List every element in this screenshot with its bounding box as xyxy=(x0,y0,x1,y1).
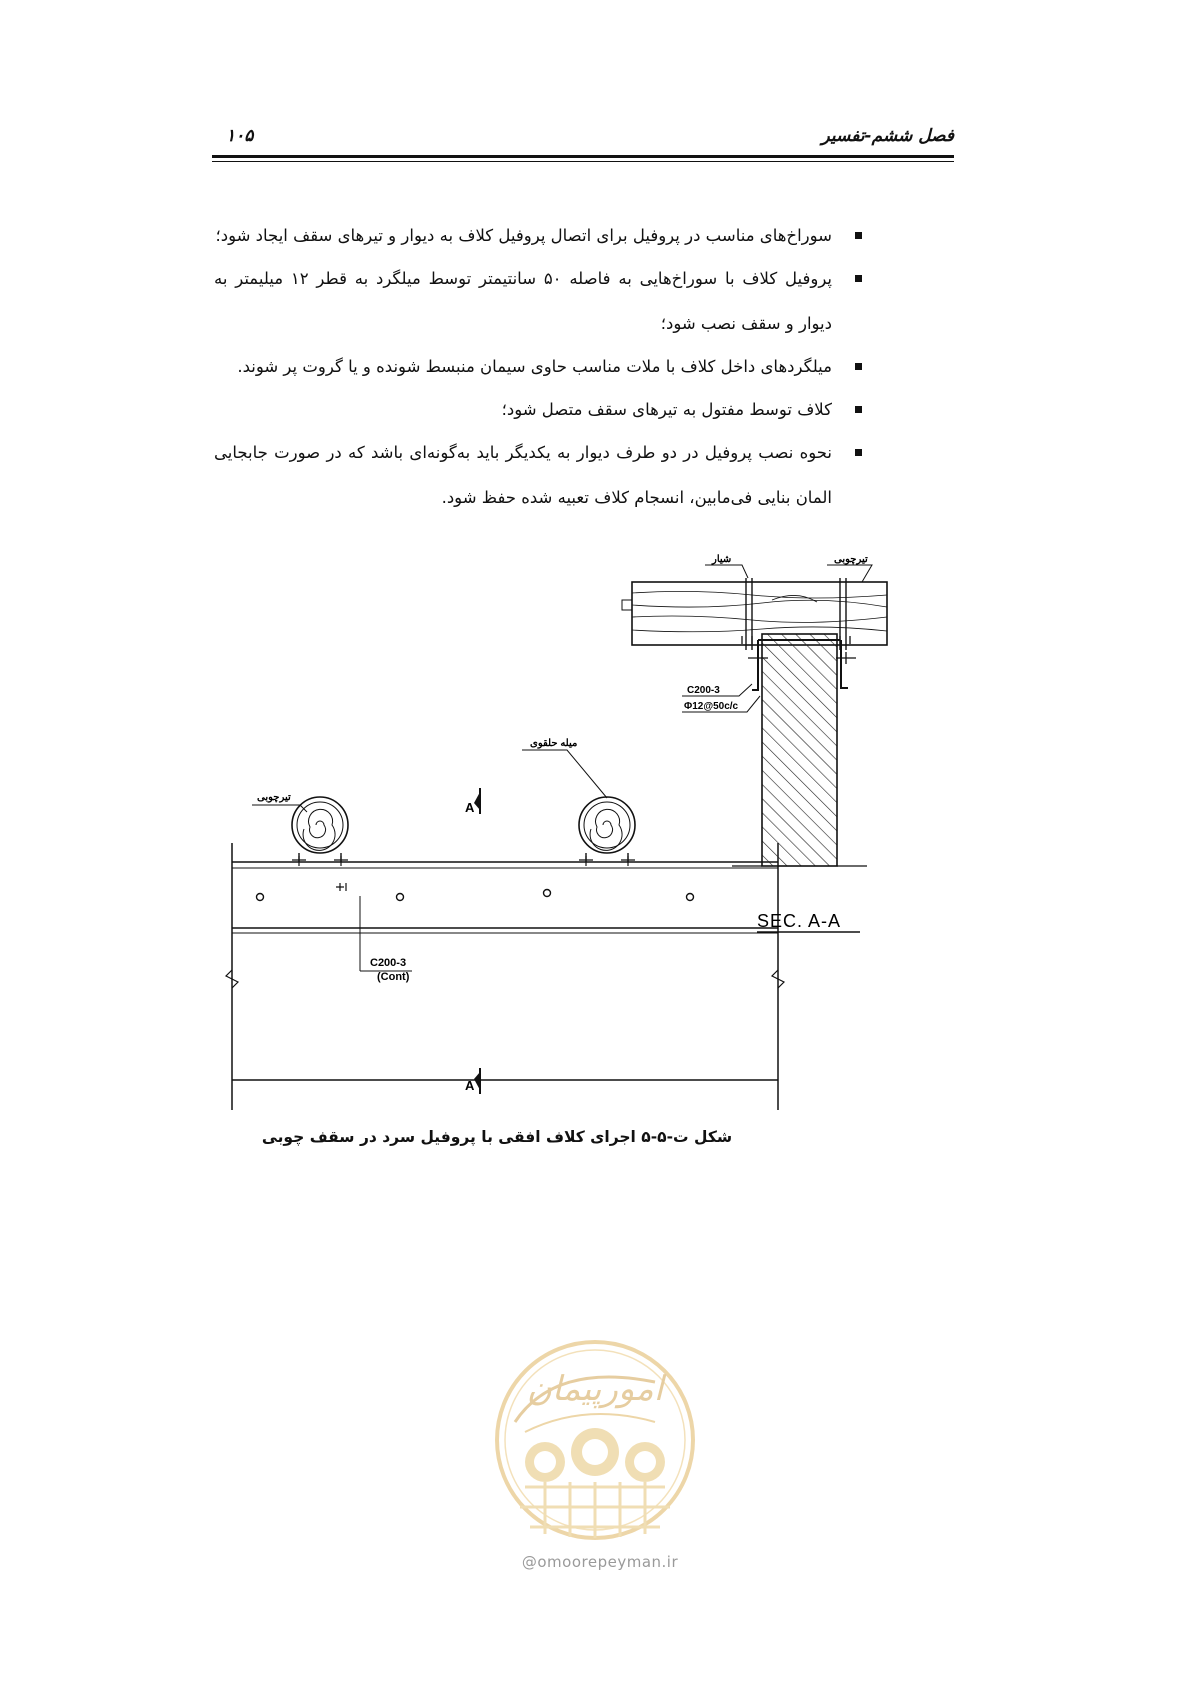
watermark-seal-icon xyxy=(485,1322,705,1562)
wood-log-left xyxy=(292,797,348,862)
page-number: ۱۰۵ xyxy=(226,126,254,146)
header-rule-thin xyxy=(212,161,954,162)
label-wood-beam-left: تیرچوبی xyxy=(257,792,291,803)
drawing-svg xyxy=(212,554,962,1120)
watermark-site: @omoorepeyman.ir xyxy=(521,1553,679,1571)
watermark-logo xyxy=(485,1322,705,1562)
wood-log-right xyxy=(579,797,635,862)
section-title: SEC. A-A xyxy=(757,911,842,931)
label-ring-bar: میله حلقوی xyxy=(530,738,578,749)
section-mark-bottom: A xyxy=(465,1078,475,1093)
label-profile-main: C200-3 xyxy=(370,957,407,969)
label-groove: شیار xyxy=(712,554,732,565)
bullet-list xyxy=(214,213,864,518)
label-wood-beam-right: تیرچوبی xyxy=(834,554,868,565)
bullet-item: پروفیل کلاف با سوراخ‌هایی به فاصله ۵۰ سانتیمتر توسط میلگرد به قطر ۱۲ میلیمتر به دیوار و سقف نصب شود؛ xyxy=(214,256,864,346)
label-profile-note: (Cont) xyxy=(377,971,410,983)
label-profile-section: C200-3 xyxy=(687,685,720,696)
elevation-view xyxy=(226,750,784,1110)
page-header xyxy=(212,128,954,148)
bullet-item: کلاف توسط مفتول به تیرهای سقف متصل شود؛ xyxy=(214,387,864,432)
watermark-logo-text: امورپیمان xyxy=(526,1370,664,1408)
bullet-item: نحوه نصب پروفیل در دو طرف دیوار به یکدیگر باید به‌گونه‌ای باشد که در صورت جابجایی المان بنایی فی‌مابین، انسجام کلاف تعبیه شده حفظ شود. xyxy=(214,430,864,520)
chapter-title: فصل ششم-تفسیر xyxy=(821,126,954,146)
section-view xyxy=(622,565,887,932)
construction-drawing xyxy=(212,554,962,1120)
section-mark-top: A xyxy=(465,800,475,815)
header-rule-thick xyxy=(212,155,954,158)
bullet-item: میلگردهای داخل کلاف با ملات مناسب حاوی سیمان منبسط شونده و یا گروت پر شوند. xyxy=(214,344,864,389)
bullet-item: سوراخ‌های مناسب در پروفیل برای اتصال پروفیل کلاف به دیوار و تیرهای سقف ایجاد شود؛ xyxy=(214,213,864,258)
figure-caption: شکل ت-۵-۵ اجرای کلاف افقی با پروفیل سرد در سقف چوبی xyxy=(261,1128,733,1146)
label-rod-spec: Φ12@50c/c xyxy=(684,701,739,712)
